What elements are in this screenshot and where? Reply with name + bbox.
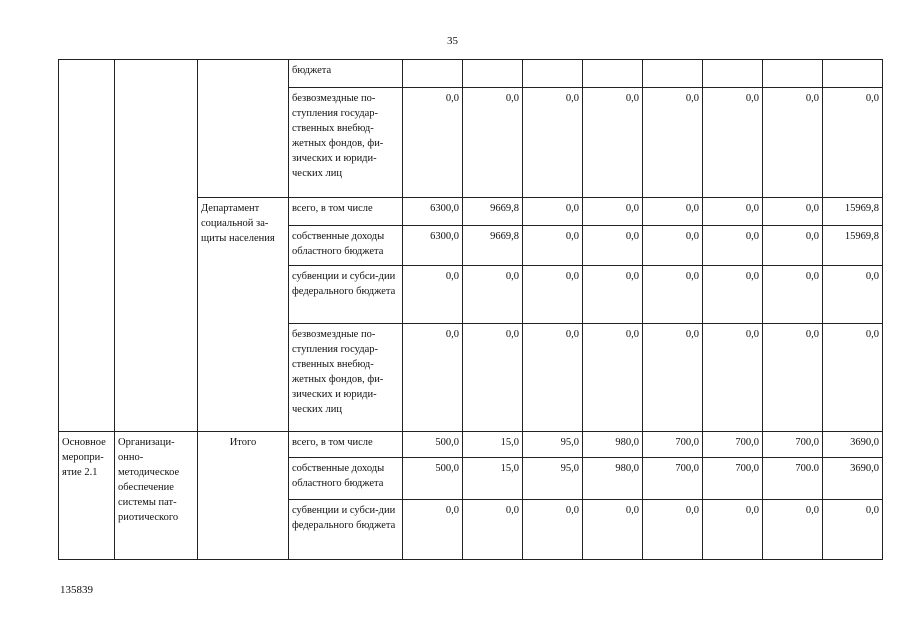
value-cell: 0,0: [583, 324, 643, 432]
value-cell: 0,0: [823, 266, 883, 324]
value-cell: [523, 60, 583, 88]
executor-total: Итого: [198, 432, 289, 560]
value-cell: 15,0: [463, 432, 523, 458]
value-cell: 0,0: [643, 266, 703, 324]
value-cell: 700,0: [763, 432, 823, 458]
measure-code: Основное меропри-ятие 2.1: [59, 432, 115, 560]
value-cell: 0,0: [643, 198, 703, 226]
value-cell: 0,0: [763, 324, 823, 432]
value-cell: 0,0: [703, 226, 763, 266]
value-cell: 0,0: [523, 266, 583, 324]
row-description: всего, в том числе: [289, 432, 403, 458]
value-cell: 700,0: [703, 458, 763, 500]
value-cell: [583, 60, 643, 88]
value-cell: 95,0: [523, 432, 583, 458]
value-cell: 3690,0: [823, 432, 883, 458]
value-cell: 9669,8: [463, 226, 523, 266]
row-description: бюджета: [289, 60, 403, 88]
value-cell: 0,0: [823, 88, 883, 198]
value-cell: 0,0: [523, 226, 583, 266]
value-cell: 0,0: [463, 88, 523, 198]
value-cell: 0,0: [583, 88, 643, 198]
row-description: безвозмездные по-ступления государ-ственных внебюд-жетных фондов, фи-зических и юриди-ческих лиц: [289, 88, 403, 198]
value-cell: 0,0: [643, 324, 703, 432]
value-cell: 700,0: [703, 432, 763, 458]
measure-code-cell-empty: [59, 60, 115, 432]
value-cell: 6300,0: [403, 198, 463, 226]
value-cell: [823, 60, 883, 88]
budget-table: [58, 59, 883, 560]
value-cell: 6300,0: [403, 226, 463, 266]
value-cell: 0,0: [463, 500, 523, 560]
value-cell: 500,0: [403, 458, 463, 500]
value-cell: 0,0: [763, 266, 823, 324]
value-cell: 0,0: [583, 500, 643, 560]
value-cell: 0,0: [763, 198, 823, 226]
value-cell: 0,0: [583, 266, 643, 324]
row-description: собственные доходы областного бюджета: [289, 458, 403, 500]
value-cell: 0,0: [583, 226, 643, 266]
value-cell: [763, 60, 823, 88]
value-cell: 3690,0: [823, 458, 883, 500]
value-cell: 0,0: [523, 500, 583, 560]
value-cell: 15,0: [463, 458, 523, 500]
measure-name-cell-empty: [115, 60, 198, 432]
value-cell: 0,0: [463, 324, 523, 432]
value-cell: 0,0: [703, 324, 763, 432]
value-cell: 980,0: [583, 458, 643, 500]
value-cell: 700,0: [643, 432, 703, 458]
value-cell: 0,0: [763, 226, 823, 266]
value-cell: 0,0: [703, 88, 763, 198]
value-cell: 0,0: [403, 324, 463, 432]
row-description: субвенции и субси-дии федерального бюджета: [289, 500, 403, 560]
value-cell: 0,0: [643, 500, 703, 560]
value-cell: 15969,8: [823, 226, 883, 266]
table-row: [59, 60, 883, 88]
value-cell: 0,0: [643, 226, 703, 266]
value-cell: 0,0: [763, 88, 823, 198]
value-cell: 0,0: [583, 198, 643, 226]
value-cell: 700.0: [763, 458, 823, 500]
table-row: [59, 432, 883, 458]
row-description: всего, в том числе: [289, 198, 403, 226]
value-cell: 0,0: [703, 500, 763, 560]
value-cell: 0,0: [403, 266, 463, 324]
value-cell: 0,0: [403, 500, 463, 560]
value-cell: 0,0: [463, 266, 523, 324]
value-cell: [703, 60, 763, 88]
row-description: собственные доходы областного бюджета: [289, 226, 403, 266]
value-cell: 0,0: [643, 88, 703, 198]
value-cell: 0,0: [403, 88, 463, 198]
value-cell: 0,0: [703, 266, 763, 324]
value-cell: [643, 60, 703, 88]
value-cell: 0,0: [763, 500, 823, 560]
row-description: безвозмездные по-ступления государ-ственных внебюд-жетных фондов, фи-зических и юриди-ческих лиц: [289, 324, 403, 432]
value-cell: 0,0: [823, 500, 883, 560]
value-cell: 15969,8: [823, 198, 883, 226]
value-cell: 0,0: [703, 198, 763, 226]
page-number: 35: [447, 35, 458, 47]
value-cell: 700,0: [643, 458, 703, 500]
value-cell: 500,0: [403, 432, 463, 458]
measure-name: Организаци-онно-методическое обеспечение системы пат-риотического: [115, 432, 198, 560]
value-cell: 0,0: [523, 324, 583, 432]
executor-cell-empty: [198, 60, 289, 198]
value-cell: 0,0: [523, 88, 583, 198]
value-cell: 9669,8: [463, 198, 523, 226]
value-cell: [463, 60, 523, 88]
value-cell: 980,0: [583, 432, 643, 458]
value-cell: 0,0: [823, 324, 883, 432]
value-cell: 95,0: [523, 458, 583, 500]
value-cell: [403, 60, 463, 88]
document-code: 135839: [60, 584, 93, 596]
value-cell: 0,0: [523, 198, 583, 226]
executor-department: Департамент социальной за-щиты населения: [198, 198, 289, 432]
row-description: субвенции и субси-дии федерального бюджета: [289, 266, 403, 324]
